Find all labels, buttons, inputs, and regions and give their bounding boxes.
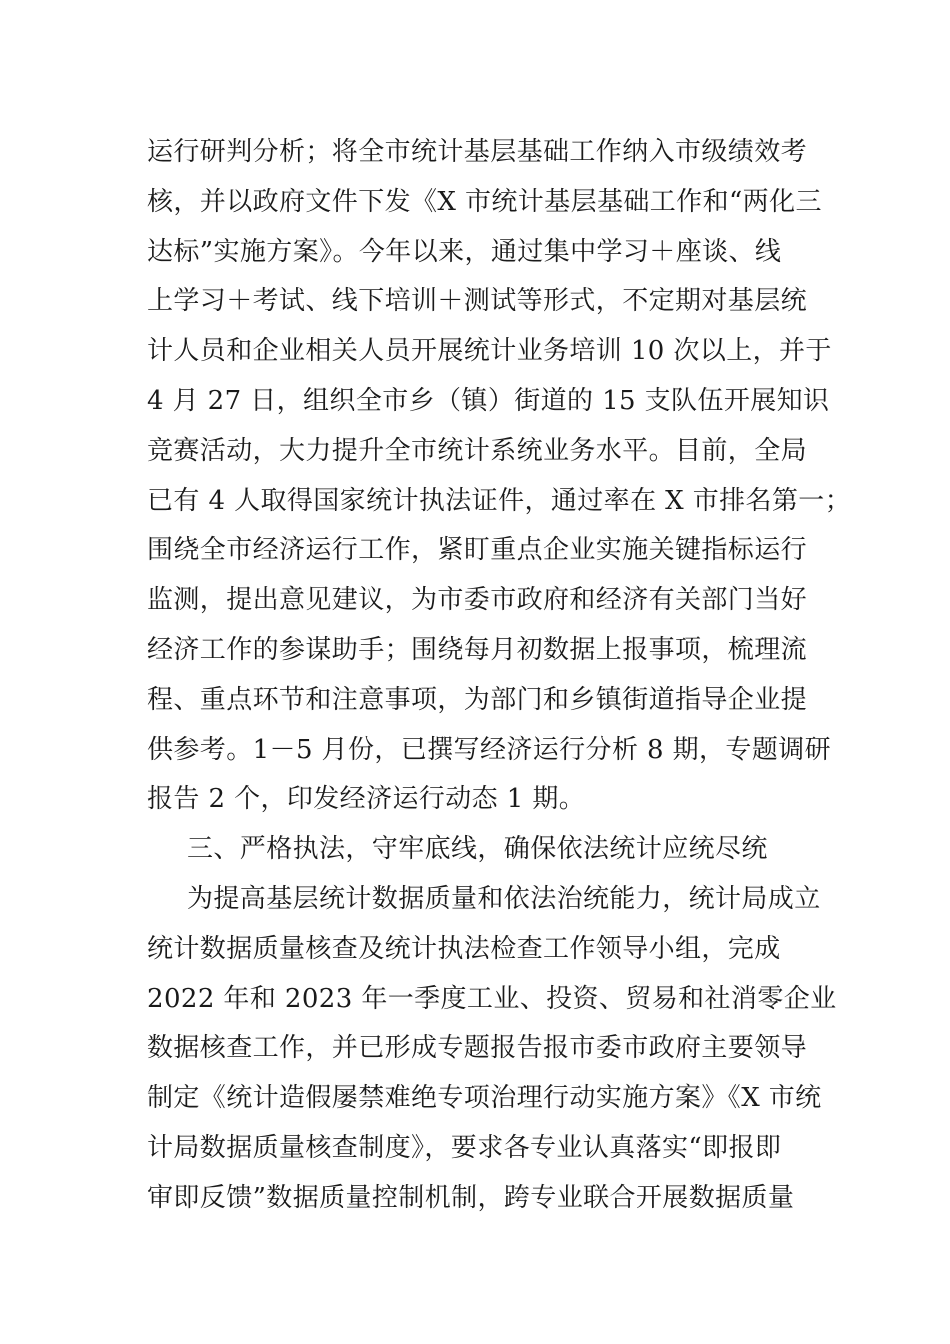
text-line: 运行研判分析；将全市统计基层基础工作纳入市级绩效考 xyxy=(147,137,808,167)
text-line: 审即反馈”数据质量控制机制，跨专业联合开展数据质量 xyxy=(147,1182,795,1213)
text-line: 统计数据质量核查及统计执法检查工作领导小组，完成 xyxy=(147,933,781,964)
text-line: 围绕全市经济运行工作，紧盯重点企业实施关键指标运行 xyxy=(147,535,808,566)
text-line: 监测，提出意见建议，为市委市政府和经济有关部门当好 xyxy=(147,585,808,616)
text-line: 供参考。1－5 月份，已撰写经济运行分析 8 期，专题调研 xyxy=(147,734,832,765)
text-line: 达标”实施方案》。今年以来，通过集中学习＋座谈、线 xyxy=(147,236,782,267)
text-line: 制定《统计造假屡禁难绝专项治理行动实施方案》《X 市统 xyxy=(147,1083,822,1114)
text-line: 上学习＋考试、线下培训＋测试等形式，不定期对基层统 xyxy=(147,286,808,317)
text-line: 4 月 27 日，组织全市乡（镇）街道的 15 支队伍开展知识 xyxy=(147,385,830,416)
document-body xyxy=(147,128,852,1224)
text-line: 已有 4 人取得国家统计执法证件，通过率在 X 市排名第一； xyxy=(147,485,852,516)
text-line: 2022 年和 2023 年一季度工业、投资、贸易和社消零企业 xyxy=(147,983,837,1014)
section-heading: 三、严格执法，守牢底线，确保依法统计应统尽统 xyxy=(187,834,768,865)
text-line: 计局数据质量核查制度》，要求各专业认真落实“即报即 xyxy=(147,1132,782,1163)
text-line: 程、重点环节和注意事项，为部门和乡镇街道指导企业提 xyxy=(147,684,808,715)
text-line: 经济工作的参谋助手；围绕每月初数据上报事项，梳理流 xyxy=(147,634,808,665)
text-line: 数据核查工作，并已形成专题报告报市委市政府主要领导 xyxy=(147,1033,808,1064)
text-line: 为提高基层统计数据质量和依法治统能力，统计局成立 xyxy=(187,883,821,914)
text-line: 报告 2 个，印发经济运行动态 1 期。 xyxy=(147,784,586,815)
text-line: 核，并以政府文件下发《X 市统计基层基础工作和“两化三 xyxy=(147,186,822,217)
text-line: 竞赛活动，大力提升全市统计系统业务水平。目前，全局 xyxy=(147,435,808,466)
text-line: 计人员和企业相关人员开展统计业务培训 10 次以上，并于 xyxy=(147,336,832,367)
